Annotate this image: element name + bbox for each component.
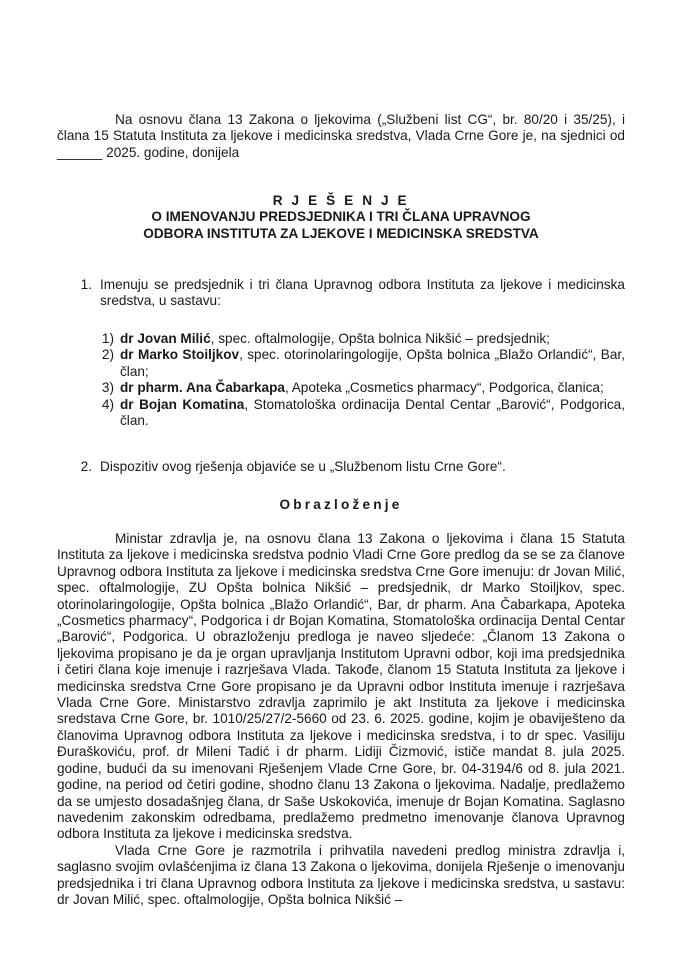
- member-details: , Apoteka „Cosmetics pharmacy“, Podgorica, članica;: [284, 380, 604, 396]
- explanation-title: Obrazloženje: [279, 497, 403, 512]
- member-item: [57, 347, 625, 380]
- member-item: [57, 380, 625, 396]
- explanation-paragraph: Ministar zdravlja je, na osnovu člana 13 Zakona o ljekovima i člana 15 Statuta Instituta za ljekove i medicinska sredstva podnio Vladi Crne Gore predlog da se se za članove Upravnog odbora Instituta za ljekove i medicinska sredstva Crne Gore imenuju: dr Jovan Milić, spec. oftalmologije, ZU Opšta bolnica Nikšić – predsjednik, dr Marko Stoiljkov, spec. otorinolaringologije, Opšta bolnica „Blažo Orlandić“, Bar, dr pharm. Ana Čabarkapa, Apoteka „Cosmetics pharmacy“, Podgorica i dr Bojan Komatina, Stomatološka ordinacija Dental Centar „Barović“, Podgorica. U obrazloženju predloga je naveo sljedeće: „Članom 13 Zakona o ljekovima propisano je da je organ upravljanja Institutom Upravni odbor, koji ima predsjednika i četiri člana koje imenuje i razrješava Vlada. Takođe, članom 15 Statuta Instituta za ljekove i medicinska sredstva Crne Gore propisano je da Upravni odbor Instituta imenuje i razrješava Vlada Crne Gore. Ministarstvo zdravlja zaprimilo je akt Instituta za ljekove i medicinska sredstava Crne Gore, br. 1010/25/27/2-5660 od 23. 6. 2025. godine, kojim je obaviješteno da članovima Upravnog odbora Instituta za ljekove i medicinska sredstva, i to dr spec. Vasiliju Đuraškoviću, prof. dr Mileni Tadić i dr pharm. Lidiji Čizmović, ističe mandat 8. jula 2025. godine, budući da su imenovani Rješenjem Vlade Crne Gore, br. 04-3194/6 od 8. jula 2021. godine, na period od četiri godine, shodno članu 13 Zakona o ljekovima. Nadalje, predlažemo da se umjesto dosadašnjeg člana, dr Saše Uskokovića, imenuje dr Bojan Komatina. Saglasno navedenim zakonskim odredbama, predlažemo predmetno imenovanje članova Upravnog odbora Instituta za ljekove i medicinska sredstva.: [57, 531, 625, 842]
- member-name: dr Bojan Komatina: [120, 396, 245, 412]
- item-number: 2.: [80, 459, 92, 474]
- member-list: [57, 331, 625, 429]
- member-item: [57, 397, 625, 430]
- decision-title-block: [57, 193, 625, 242]
- numbered-item-2: [57, 459, 625, 475]
- item-text: Dispozitiv ovog rješenja objaviće se u „Službenom listu Crne Gore“.: [100, 459, 506, 474]
- member-name: dr pharm. Ana Čabarkapa: [120, 380, 285, 396]
- item-text: Imenuju se predsjednik i tri člana Upravnog odbora Instituta za ljekove i medicinska sredstva, u sastavu:: [100, 277, 625, 309]
- member-number: 4): [101, 396, 114, 412]
- numbered-item-1: [57, 277, 625, 310]
- item-number: 1.: [80, 277, 92, 292]
- decision-subtitle-line-1: O IMENOVANJU PREDSJEDNIKA I TRI ČLANA UPRAVNOG: [151, 209, 531, 225]
- member-number: 3): [101, 380, 114, 396]
- member-name: dr Marko Stoiljkov: [120, 347, 240, 363]
- decision-subtitle-line-2: ODBORA INSTITUTA ZA LJEKOVE I MEDICINSKA SREDSTVA: [143, 225, 539, 241]
- explanation-paragraph: Vlada Crne Gore je razmotrila i prihvatila navedeni predlog ministra zdravlja i, saglasno svojim ovlašćenjima iz člana 13 Zakona o ljekovima, donijela Rješenje o imenovanju predsjednika i tri člana Upravnog odbora Instituta za ljekove i medicinska sredstva, u sastavu: dr Jovan Milić, spec. oftalmologije, Opšta bolnica Nikšić –: [57, 842, 625, 907]
- member-item: [57, 331, 625, 347]
- decision-title: R J E Š E N J E: [272, 193, 410, 208]
- explanation-body: [57, 531, 625, 908]
- member-details: , spec. otorinolaringologije, Opšta bolnica „Blažo Orlandić“, Bar, član;: [120, 347, 625, 379]
- member-name: dr Jovan Milić: [120, 331, 211, 346]
- preamble-paragraph: Na osnovu člana 13 Zakona o ljekovima („Službeni list CG“, br. 80/20 i 35/25), i člana 15 Statuta Instituta za ljekove i medicinska sredstva, Vlada Crne Gore je, na sjednici od ______ 2025. godine, donijela: [57, 112, 625, 160]
- member-details: , Stomatološka ordinacija Dental Centar „Barović“, Podgorica, član.: [120, 396, 625, 429]
- member-number: 1): [101, 331, 114, 346]
- member-number: 2): [101, 347, 114, 363]
- member-details: , spec. oftalmologije, Opšta bolnica Nikšić – predsjednik;: [210, 331, 550, 346]
